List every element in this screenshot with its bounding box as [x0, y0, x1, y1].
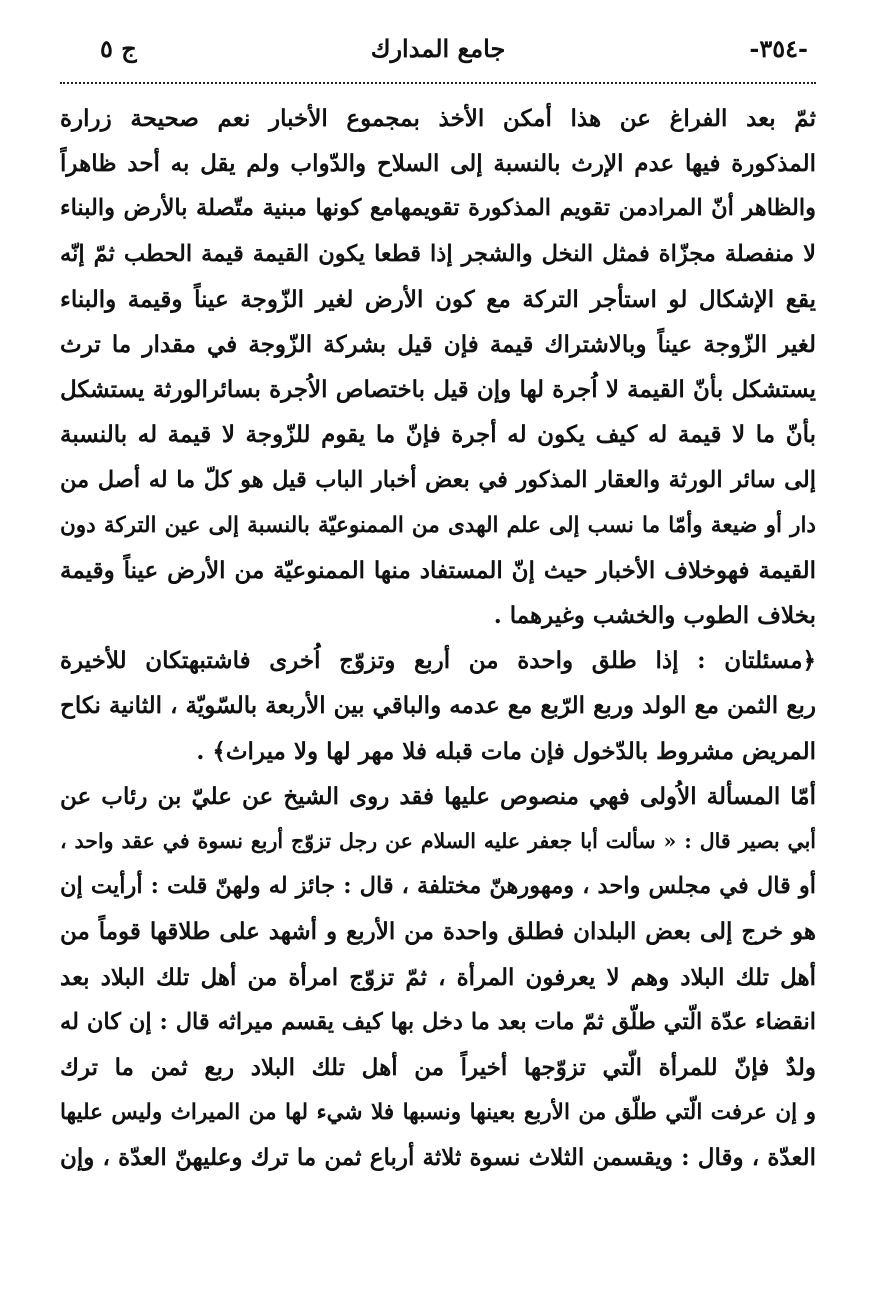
text-line: دار أو ضيعة وأمّا ما نسب إلى علم الهدى من الممنوعيّة بالنسبة إلى عين التركة دون [60, 512, 816, 538]
text-line: أبي بصير قال : « سألت أبا جعفر عليه السلام عن رجل تزوّج أربع نسوة في عقد واحد ، [60, 829, 816, 853]
body-text [60, 96, 816, 1181]
volume-number: ج ٥ [100, 34, 137, 63]
running-title: جامع المدارك [370, 34, 506, 63]
text-line: أهل تلك البلاد وهم لا يعرفون المرأة ، ثمّ تزوّج امرأة من أهل تلك البلاد بعد [60, 963, 816, 991]
page-header [60, 28, 816, 72]
text-line: لا منفصلة مجزّاة فمثل النخل والشجر إذا قطعا يكون القيمة قيمة الحطب ثمّ إنّه [60, 240, 816, 267]
text-line: بأنّ ما لا قيمة له كيف يكون له أجرة فإنّ ما يقوم للزّوجة لا قيمة له بالنسبة [60, 421, 816, 449]
text-line: ثمّ بعد الفراغ عن هذا أمكن الأخذ بمجموع الأخبار نعم صحيحة زرارة [60, 105, 816, 132]
text-line: أمّا المسألة الاُولى فهي منصوص عليها فقد روى الشيخ عن عليّ بن رئاب عن [60, 782, 816, 810]
text-line: العدّة ، وقال : ويقسمن الثلاث نسوة ثلاثة أرباع ثمن ما ترك وعليهنّ العدّة ، وإن [60, 1144, 816, 1172]
page-number: -٣٥٤- [749, 34, 808, 63]
text-line: أو قال في مجلس واحد ، ومهورهنّ مختلفة ، قال : جائز له ولهنّ قلت : أرأيت إن [60, 873, 816, 900]
header-divider [60, 82, 816, 84]
text-line: انقضاء عدّة الّتي طلّق ثمّ مات بعد ما دخل بها كيف يقسم ميراثه قال : إن كان له [60, 1008, 816, 1035]
text-line: والظاهر أنّ المرادمن تقويم المذكورة تقويمهامع كونها مبنية متّصلة بالأرض والبناء [60, 195, 816, 222]
text-line: إلى سائر الورثة والعقار المذكور في بعض أخبار الباب قيل هو كلّ ما له أصل من [60, 466, 816, 493]
text-line: المريض مشروط بالدّخول فإن مات قبله فلا مهر لها ولا ميراث﴾ . [196, 737, 816, 765]
text-line: ﴿مسئلتان : إذا طلق واحدة من أربع وتزوّج اُخرى فاشتبهتكان للأخيرة [60, 647, 816, 675]
text-line: القيمة فهوخلاف الأخبار حيث إنّ المستفاد منها الممنوعيّة من الأرض عيناً وقيمة [60, 556, 816, 584]
text-line: المذكورة فيها عدم الإرث بالنسبة إلى السلاح والدّواب ولم يقل به أحد ظاهراً [60, 150, 816, 178]
text-line: ولدٌ فإنّ للمرأة الّتي تزوّجها أخيراً من أهل تلك البلاد ربع ثمن ما ترك [60, 1053, 816, 1081]
text-line: بخلاف الطوب والخشب وغيرهما . [493, 602, 816, 630]
text-line: ربع الثمن مع الولد وربع الرّبع مع عدمه والباقي بين الأربعة بالسّويّة ، الثانية نكاح [60, 692, 816, 720]
text-line: يستشكل بأنّ القيمة لا اُجرة لها وإن قيل باختصاص الاُجرة بسائرالورثة يستشكل [60, 376, 816, 404]
text-line: يقع الإشكال لو استأجر التركة مع كون الأرض لغير الزّوجة عيناً وقيمة والبناء [60, 285, 816, 313]
text-line: لغير الزّوجة عيناً وبالاشتراك قيمة فإن قيل بشركة الزّوجة في مقدار ما ترث [60, 330, 816, 358]
text-line: و إن عرفت الّتي طلّق من الأربع بعينها ونسبها فلا شيء لها من الميراث وليس عليها [60, 1100, 816, 1126]
text-line: هو خرج إلى بعض البلدان فطلق واحدة من الأربع و أشهد على طلاقها قوماً من [60, 918, 816, 946]
